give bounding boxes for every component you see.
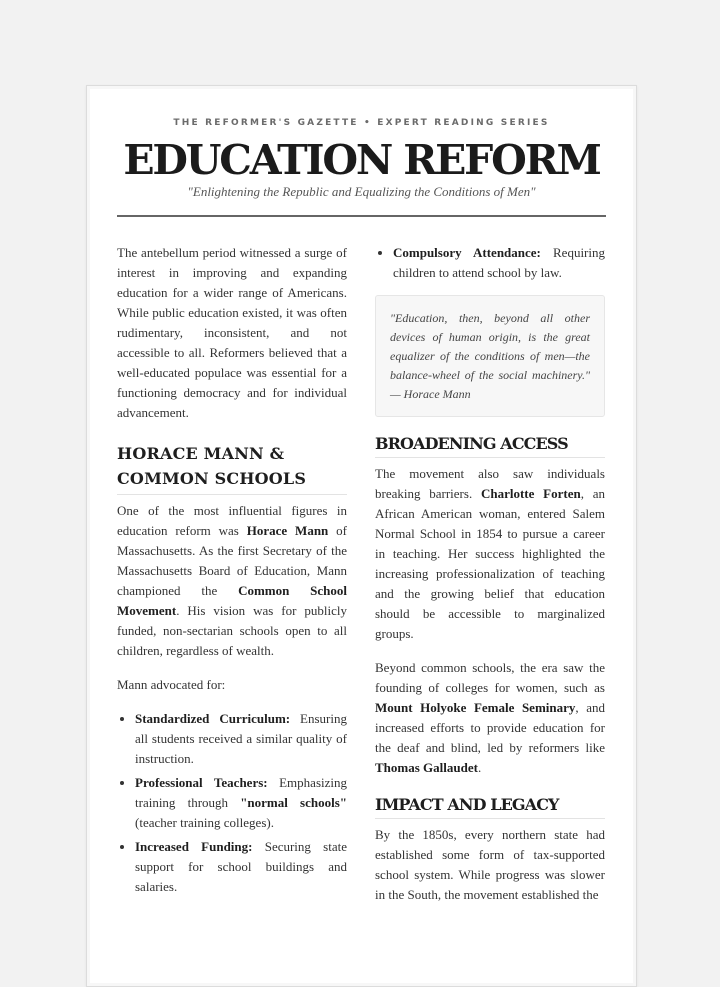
- mann-list-continued: [375, 243, 605, 283]
- name-charlotte-forten: Charlotte Forten: [480, 486, 581, 501]
- colleges-paragraph: Beyond common schools, the era saw the founding of colleges for women, such as Mount Holyoke Female Seminary, and increased efforts to provide education for the deaf and blind, led by reformers like Thomas Gallaudet.: [375, 660, 605, 775]
- list-item: • Compulsory Attendance: Requiring children to attend school by law.: [393, 243, 605, 283]
- page-title: EDUCATION REFORM: [123, 136, 600, 184]
- article-page: [86, 85, 637, 987]
- left-column: [117, 243, 347, 901]
- tagline: "Enlightening the Republic and Equalizing the Conditions of Men": [187, 184, 536, 199]
- list-item: • Increased Funding: Securing state support for school buildings and salaries.: [135, 837, 347, 897]
- name-mount-holyoke: Mount Holyoke Female Seminary: [375, 700, 576, 715]
- section-heading-legacy: IMPACT AND LEGACY: [375, 794, 605, 819]
- legacy-paragraph: By the 1850s, every northern state had established some form of tax-supported school system. While progress was slower in the South, the movement established the: [375, 827, 605, 902]
- advocated-paragraph: Mann advocated for:: [117, 677, 226, 692]
- right-column: [375, 243, 605, 919]
- access-paragraph: The movement also saw individuals breaking barriers. Charlotte Forten, an African American woman, entered Salem Normal School in 1854 to pursue a career in teaching. Her success highlighted the increasing professionalization of teaching and the growing belief that education should be accessible to marginalized groups.: [375, 466, 605, 641]
- term-common-school: Common School Movement: [117, 583, 347, 618]
- section-heading-access: BROADENING ACCESS: [375, 433, 605, 458]
- series-label: THE REFORMER'S GAZETTE • EXPERT READING SERIES: [173, 118, 550, 128]
- name-horace-mann: Horace Mann: [246, 523, 329, 538]
- section-heading-mann: HORACE MANN & COMMON SCHOOLS: [117, 441, 347, 495]
- list-item: • Professional Teachers: Emphasizing training through "normal schools" (teacher training colleges).: [135, 773, 347, 833]
- name-thomas-gallaudet: Thomas Gallaudet: [375, 760, 478, 775]
- mann-list: [117, 709, 347, 897]
- pull-quote: "Education, then, beyond all other devices of human origin, is the great equalizer of the conditions of men—the balance-wheel of the social machinery." — Horace Mann: [375, 295, 605, 417]
- intro-paragraph: The antebellum period witnessed a surge of interest in improving and expanding education for a wider range of Americans. While public education existed, it was often rudimentary, inconsistent, and not accessible to all. Reformers believed that a well-educated populace was essential for a functioning democracy and for individual advancement.: [117, 245, 347, 420]
- header-divider: [117, 215, 606, 217]
- mann-paragraph: One of the most influential figures in education reform was Horace Mann of Massachusetts. As the first Secretary of the Massachusetts Board of Education, Mann championed the Common School Movement. His vision was for publicly funded, non-sectarian schools open to all children, regardless of wealth.: [117, 503, 347, 658]
- list-item: • Standardized Curriculum: Ensuring all students received a similar quality of instruction.: [135, 709, 347, 769]
